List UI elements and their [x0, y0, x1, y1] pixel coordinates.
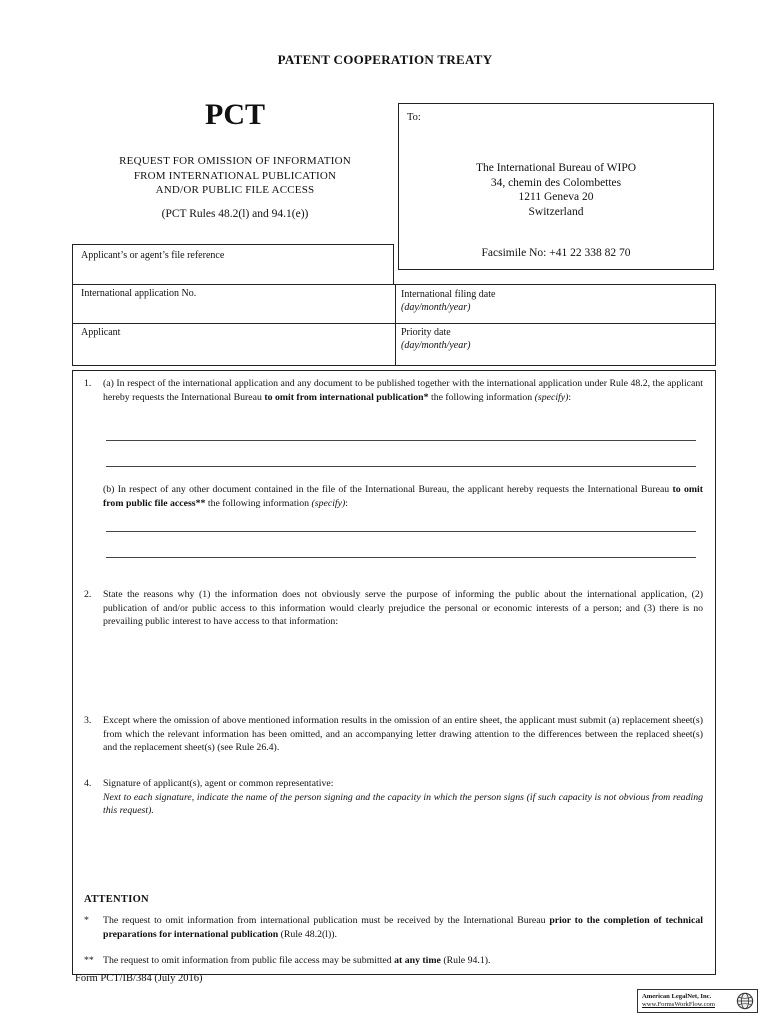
- note-2-text: [103, 954, 703, 968]
- section-1a-specify: (specify): [534, 391, 569, 403]
- file-reference-field[interactable]: [72, 244, 394, 284]
- request-title-line: REQUEST FOR OMISSION OF INFORMATION: [119, 155, 351, 167]
- section-1b-text: [103, 483, 703, 510]
- section-1a-part: :: [568, 391, 572, 403]
- recipient-box: [398, 103, 714, 270]
- publisher-badge: [637, 989, 758, 1013]
- publisher-website[interactable]: www.FormsWorkFlow.com: [642, 1001, 715, 1008]
- signature-area[interactable]: [103, 822, 703, 884]
- note-2-part: (Rule 94.1).: [440, 955, 491, 966]
- attention-title: ATTENTION: [84, 894, 149, 905]
- priority-date-text: Priority date: [401, 327, 451, 338]
- publisher-name: American LegalNet, Inc.: [642, 993, 712, 1000]
- section-4-number: 4.: [84, 778, 92, 789]
- section-1b-part: :: [345, 497, 348, 509]
- note-1-part: (Rule 48.2(l)).: [278, 928, 337, 940]
- file-reference-label: Applicant’s or agent’s file reference: [81, 250, 225, 261]
- form-identifier: Form PCT/IB/384 (July 2016): [75, 973, 203, 984]
- application-info-grid: [72, 284, 716, 366]
- application-number-label: International application No.: [81, 288, 197, 299]
- address-line: Switzerland: [528, 205, 584, 218]
- pct-logo: PCT: [205, 98, 265, 131]
- section-1a-text: [103, 377, 703, 404]
- section-1a-emphasis: to omit from international publication*: [264, 391, 429, 403]
- section-3-number: 3.: [84, 715, 92, 726]
- filing-date-format: (day/month/year): [401, 302, 471, 313]
- request-title-line: FROM INTERNATIONAL PUBLICATION: [133, 169, 337, 182]
- to-label: To:: [407, 112, 421, 123]
- section-4-text: [103, 777, 703, 818]
- address-line: 1211 Geneva 20: [518, 191, 594, 203]
- section-2-text: State the reasons why (1) the information does not obviously serve the purpose of informing the public about the international application, (2) publication of and/or public access to this information would clearly prejudice the personal or economic interests of a person; and (3) there is no prevailing public interest to have access to that information:: [103, 589, 703, 628]
- request-title-line: AND/OR PUBLIC FILE ACCESS: [155, 184, 315, 196]
- note-2-marker: **: [84, 955, 94, 966]
- recipient-address: [399, 161, 713, 219]
- note-2-emphasis: at any time: [394, 955, 441, 966]
- priority-date-label: [401, 326, 470, 352]
- section-1b-emphasis: to omit from public file access**: [103, 484, 704, 509]
- treaty-title: PATENT COOPERATION TREATY: [277, 52, 493, 67]
- section-1b-specify: (specify): [311, 497, 346, 509]
- application-number-field[interactable]: [73, 285, 395, 323]
- address-line: The International Bureau of WIPO: [475, 162, 637, 174]
- section-2-number: 2.: [84, 589, 92, 600]
- section-3-text: Except where the omission of above mentioned information results in the omission of an entire sheet, the applicant must submit (a) replacement sheet(s) from which the relevant information has been omitted, and an accompanying letter drawing attention to the differences between the replaced sheet(s) and the replacement sheet(s) (see Rule 26.4).: [103, 715, 703, 754]
- filing-date-text: International filing date: [401, 289, 496, 300]
- section-1b-part: the following information: [205, 497, 312, 509]
- filing-date-label: [401, 288, 495, 314]
- address-line: 34, chemin des Colombettes: [490, 176, 622, 189]
- priority-date-format: (day/month/year): [401, 340, 471, 351]
- rules-reference: (PCT Rules 48.2(l) and 94.1(e)): [161, 208, 309, 220]
- applicant-label: Applicant: [81, 327, 121, 338]
- reasons-entry-area[interactable]: [103, 632, 703, 704]
- globe-icon: [736, 992, 754, 1010]
- signature-instruction: Next to each signature, indicate the name of the person signing and the capacity in which the person signs (if such capacity is not obvious from reading this request).: [103, 791, 703, 817]
- request-title: [70, 154, 400, 198]
- filing-date-field[interactable]: [395, 285, 715, 323]
- priority-date-field[interactable]: [395, 323, 715, 365]
- section-1a-part: (a) In respect of the international application and any document to be published together with the international application under Rule 48.2, the applicant hereby requests the International Bureau: [103, 378, 703, 403]
- section-1a-entry-line[interactable]: [106, 466, 696, 467]
- applicant-field[interactable]: [73, 323, 395, 365]
- note-1-text: [103, 914, 703, 941]
- facsimile-number: Facsimile No: +41 22 338 82 70: [481, 247, 631, 259]
- note-1-marker: *: [84, 915, 89, 926]
- note-1-emphasis: prior to the completion of technical preparations for international publication: [103, 915, 703, 940]
- signature-heading: Signature of applicant(s), agent or common representative:: [103, 778, 334, 789]
- section-1a-part: the following information: [428, 391, 535, 403]
- section-1b-entry-line[interactable]: [106, 557, 696, 558]
- section-1-number: 1.: [84, 378, 92, 389]
- note-2-part: The request to omit information from public file access may be submitted: [103, 955, 395, 966]
- section-1a-entry-line[interactable]: [106, 440, 696, 441]
- note-1-part: The request to omit information from international publication must be received by the International Bureau: [103, 915, 550, 926]
- section-1b-entry-line[interactable]: [106, 531, 696, 532]
- section-1b-part: (b) In respect of any other document contained in the file of the International Bureau, the applicant hereby requests the International Bureau: [103, 484, 673, 495]
